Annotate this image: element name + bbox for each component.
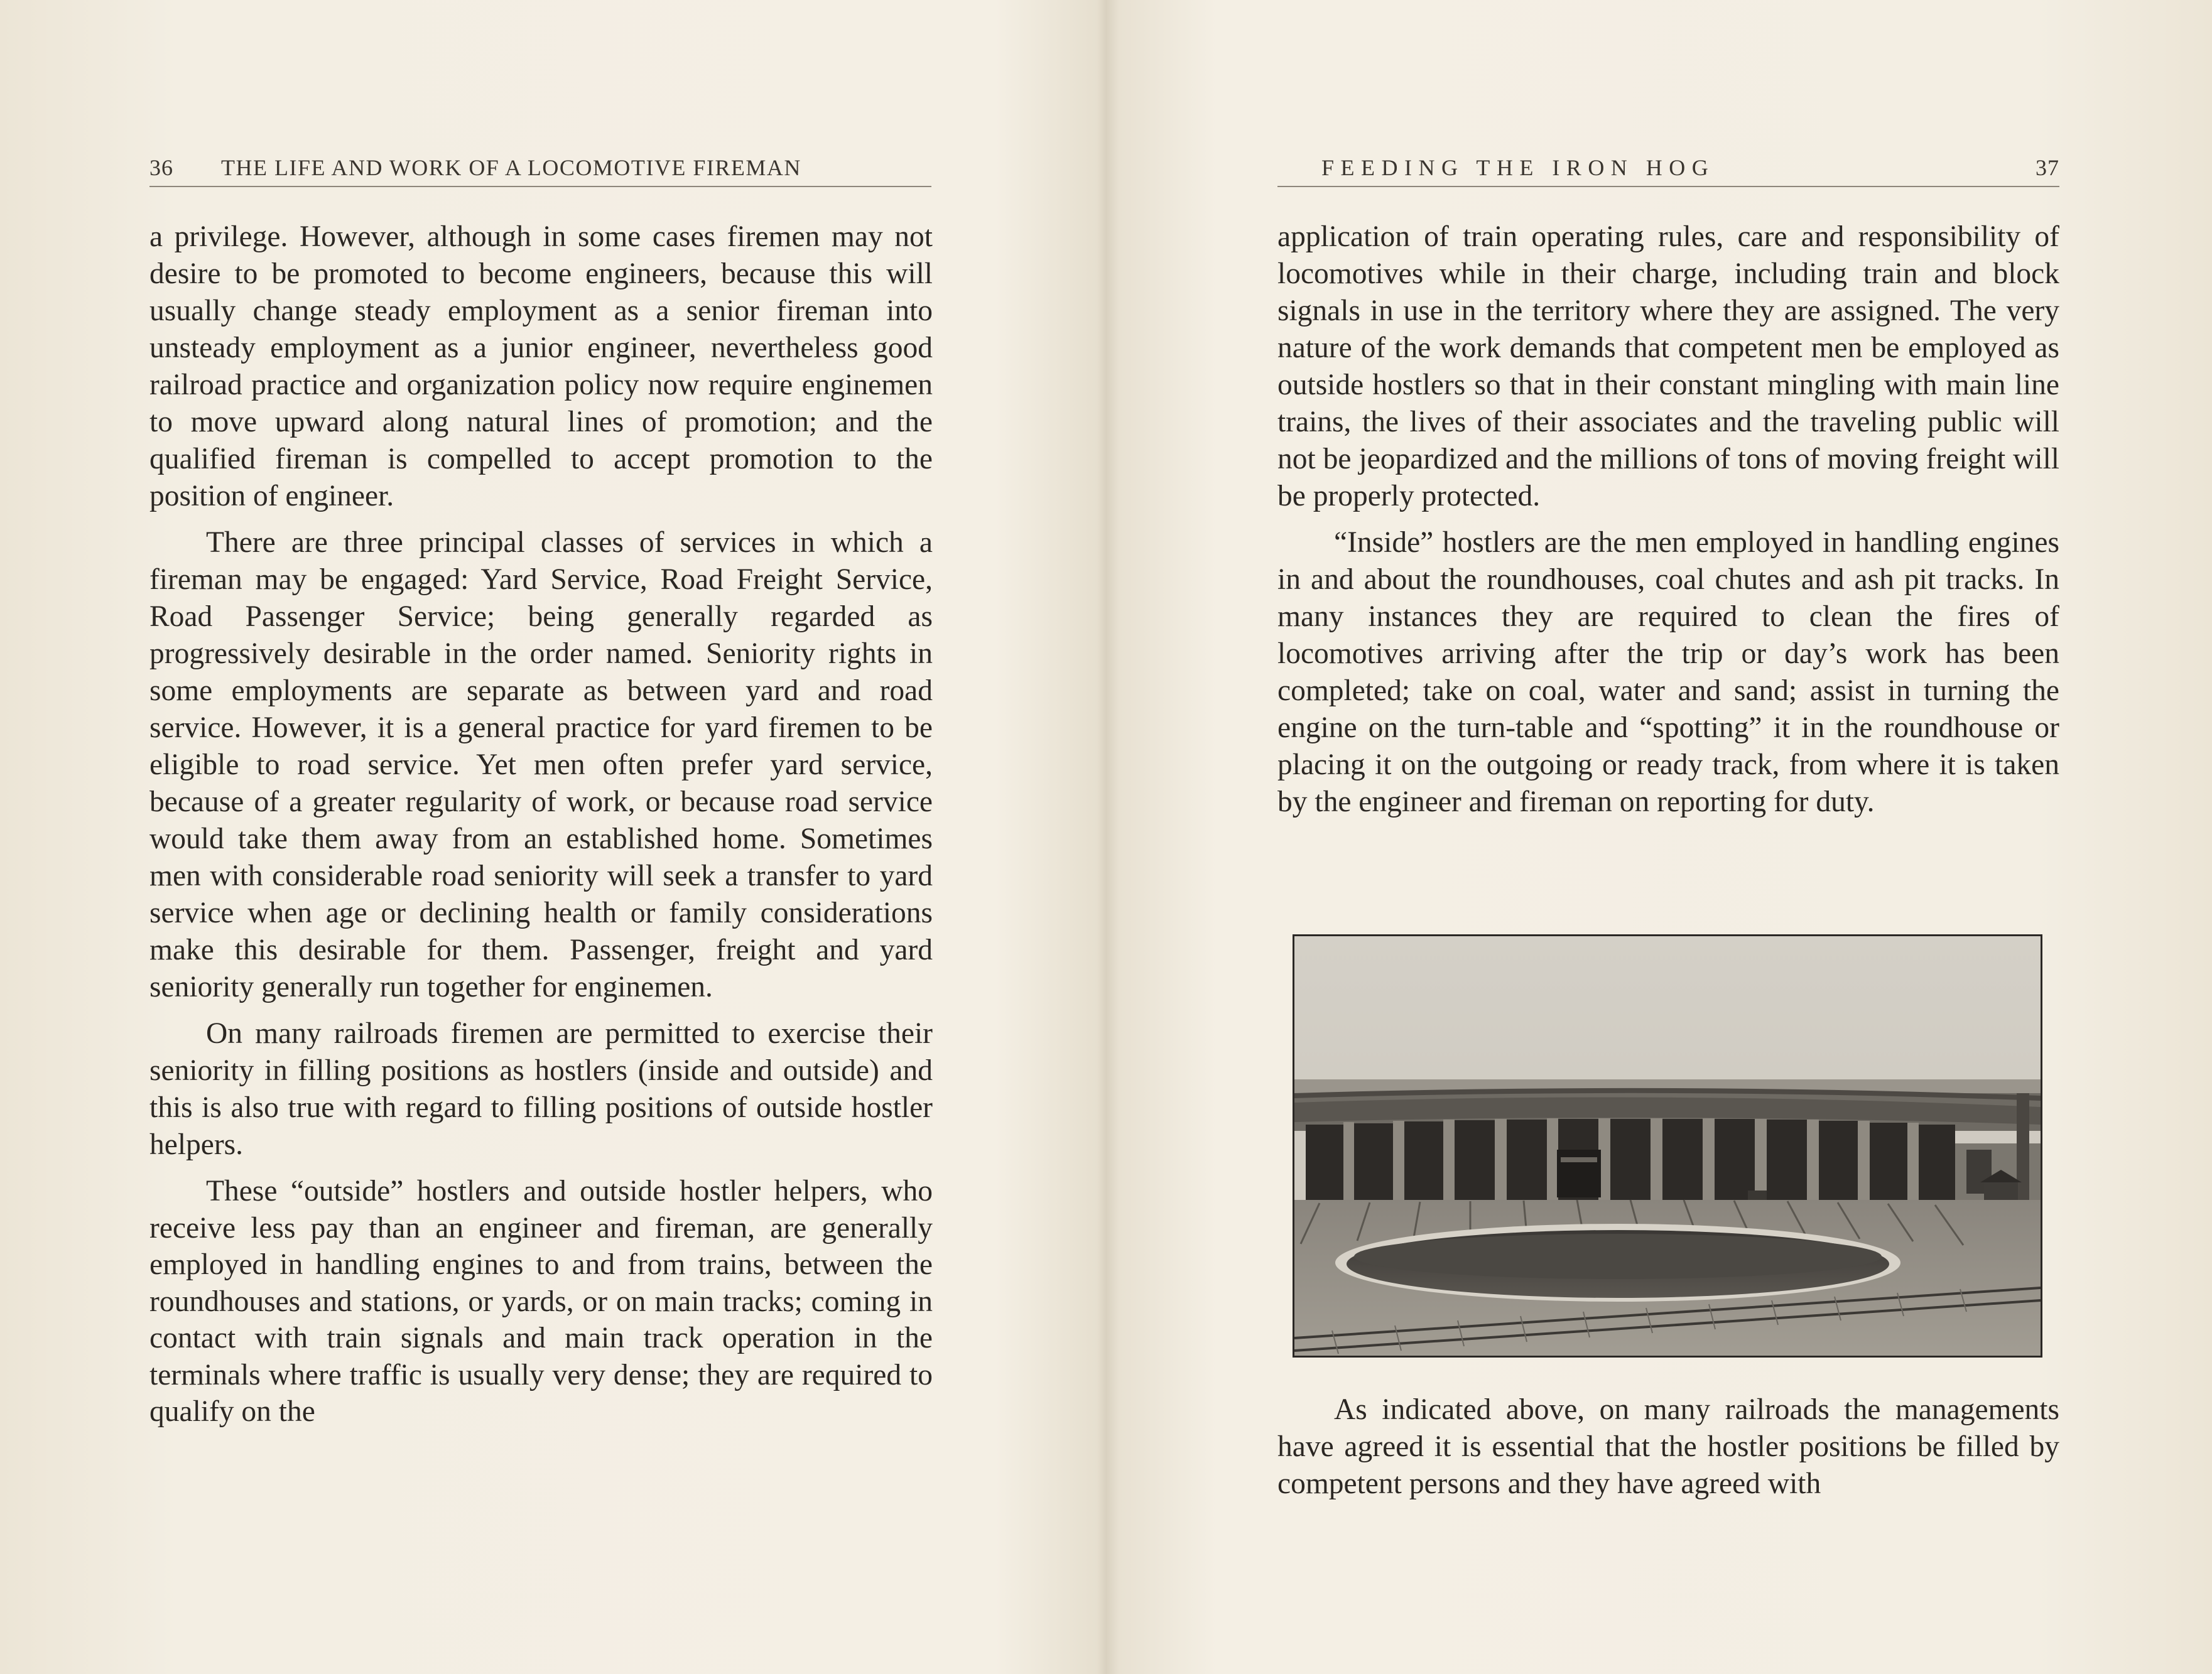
paragraph: There are three principal classes of services in which a fireman may be engaged: Yard Service, Road Freight Service, Road Passenger Service; being generally regarded as progressively desirable in the order named. Seniority rights in some employments are separate as between yard and road service. However, it is a general practice for yard firemen to be eligible to road service. Yet men often prefer yard service, because of a greater regularity of work, or because road service would take them away from an established home. Sometimes men with considerable road seniority will seek a transfer to yard service when age or declining health or family considerations make this desirable for them. Passenger, freight and yard seniority generally run together for enginemen. <box>149 526 933 1003</box>
body-text-right <box>1277 219 2059 830</box>
page-number-right: 37 <box>2036 155 2059 180</box>
body-text-left <box>149 219 933 1440</box>
page-number-left: 36 <box>149 155 173 180</box>
paragraph: a privilege. However, although in some cases firemen may not desire to be promoted to become engineers, because this will usually change steady employment as a senior fireman into unsteady employment as a junior engineer, nevertheless good railroad practice and organization policy now require enginemen to move upward along natural lines of promotion; and the qualified fireman is compelled to accept promotion to the position of engineer. <box>149 220 933 512</box>
left-page <box>0 0 1105 1674</box>
paragraph: On many railroads firemen are permitted to exercise their seniority in filling positions as hostlers (inside and outside) and this is also true with regard to filling positions of outside hostler helpers. <box>149 1017 933 1161</box>
paragraph: application of train operating rules, care and responsibility of locomotives while in their charge, including train and block signals in use in the territory where they are assigned. The very nature of the work demands that competent men be employed as outside hostlers so that in their constant mingling with main line trains, the lives of their associates and the traveling public will not be jeopardized and the millions of tons of moving freight will be properly protected. <box>1277 220 2059 512</box>
paragraph: “Inside” hostlers are the men employed in handling engines in and about the roundhouses, coal chutes and ash pit tracks. In many instances they are required to clean the fires of locomotives arriving after the trip or day’s work has been completed; take on coal, water and sand; assist in turning the engine on the turn-table and “spotting” it in the roundhouse or placing it on the outgoing or ready track, from where it is taken by the engineer and fireman on reporting for duty. <box>1277 526 2059 818</box>
body-text-right-lower <box>1277 1391 2059 1503</box>
paragraph: As indicated above, on many railroads the managements have agreed it is essential that the hostler positions be filled by competent persons and they have agreed with <box>1277 1393 2059 1500</box>
running-header-left <box>149 154 931 187</box>
running-head-right: FEEDING THE IRON HOG <box>1321 155 1715 180</box>
running-head-left: THE LIFE AND WORK OF A LOCOMOTIVE FIREMAN <box>221 155 801 180</box>
running-header-right <box>1277 154 2059 187</box>
roundhouse-photograph <box>1293 934 2042 1358</box>
paragraph: These “outside” hostlers and outside hostler helpers, who receive less pay than an engineer and fireman, are generally employed in handling engines to and from trains, between the roundhouses and stations, or yards, or on main tracks; coming in contact with train signals and main track operation in the terminals where traffic is usually very dense; they are required to qualify on the <box>149 1175 933 1428</box>
